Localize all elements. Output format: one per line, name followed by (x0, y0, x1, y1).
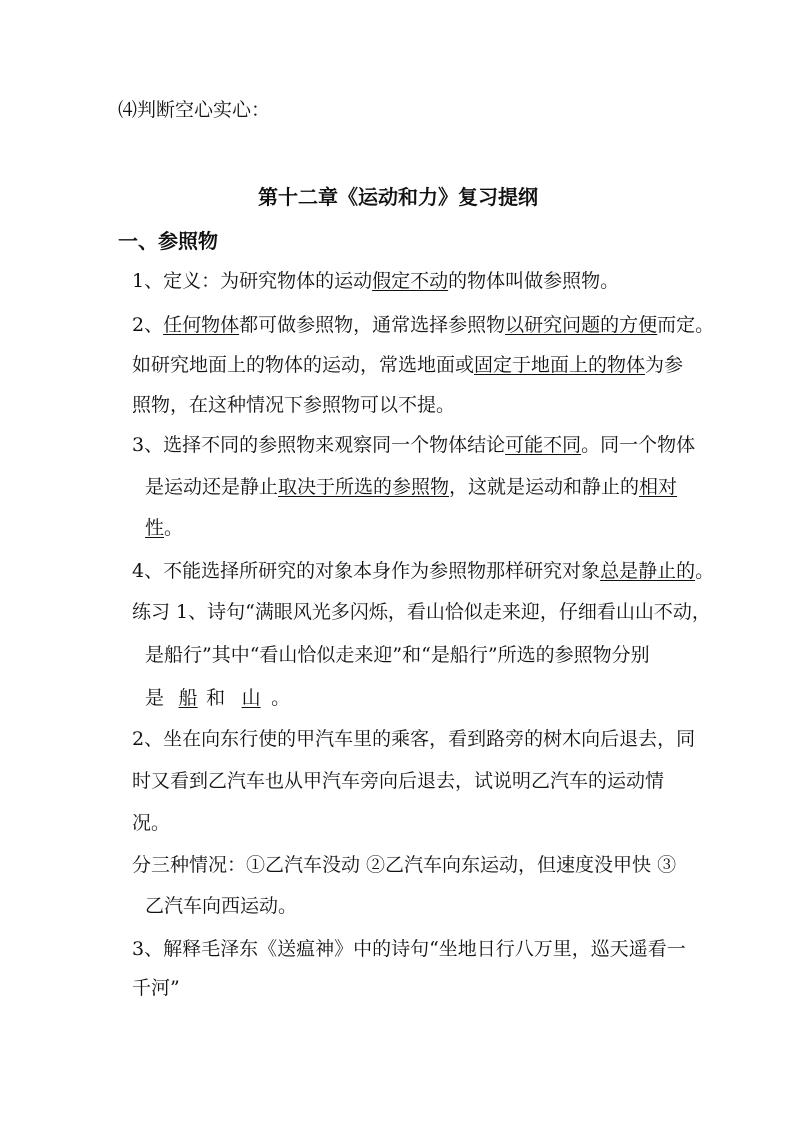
underlined-term: 相对 (639, 476, 678, 498)
text: 。 (695, 560, 715, 582)
underlined-term: 总是静止的 (600, 560, 696, 582)
text: 和 (206, 687, 226, 709)
answer-blank-1: 船 (178, 687, 198, 709)
text: ，这就是运动和静止的 (449, 476, 640, 498)
text: 1、定义：为研究物体的运动 (132, 270, 373, 292)
practice2-line3: 况。 (132, 812, 171, 834)
item4-line (132, 558, 714, 584)
practice2-line2: 时又看到乙汽车也从甲汽车旁向后退去，试说明乙汽车的运动情 (132, 770, 665, 792)
text: 都可做参照物，通常选择参照物 (239, 314, 506, 336)
section-heading-reference: 一、参照物 (118, 229, 218, 253)
text: 2、 (132, 314, 164, 336)
prev-item-4: ⑷判断空心实心： (118, 99, 271, 121)
underlined-term: 假定不动 (372, 270, 449, 292)
text: 。同一个物体 (581, 434, 696, 456)
practice3-line1: 3、解释毛泽东《送瘟神》中的诗句“坐地日行八万里，巡天遥看一 (132, 938, 686, 960)
item2-line1 (132, 312, 714, 338)
item2-line3: 照物，在这种情况下参照物可以不提。 (132, 394, 456, 416)
item2-line2 (132, 352, 683, 378)
text: 而定。 (657, 314, 715, 336)
item3-line3 (145, 515, 183, 541)
item3-line2 (145, 474, 677, 500)
text: 的物体叫做参照物。 (448, 270, 620, 292)
text: 如研究地面上的物体的运动，常选地面或 (132, 354, 475, 376)
underlined-term: 性 (145, 517, 165, 539)
text: 3、选择不同的参照物来观察同一个物体结论 (132, 434, 506, 456)
text: 4、不能选择所研究的对象本身作为参照物那样研究对象 (132, 560, 601, 582)
practice1-line1: 练习 1、诗句“满眼风光多闪烁，看山恰似走来迎，仔细看山山不动， (132, 601, 711, 623)
item3-line1 (132, 432, 695, 458)
answer-line1: 分三种情况：①乙汽车没动 ②乙汽车向东运动，但速度没甲快 ③ (132, 854, 677, 876)
practice2-line1: 2、坐在向东行使的甲汽车里的乘客，看到路旁的树木向后退去，同 (132, 728, 696, 750)
text: 为参 (645, 354, 684, 376)
answer-line2: 乙汽车向西运动。 (145, 895, 298, 917)
underlined-term: 取决于所选的参照物 (278, 476, 450, 498)
answer-blank-2: 山 (241, 687, 261, 709)
practice1-line3 (145, 685, 290, 711)
definition-line (132, 268, 619, 294)
underlined-term: 可能不同 (505, 434, 582, 456)
text: 是 (145, 687, 165, 709)
text: 是运动还是静止 (145, 476, 279, 498)
practice3-line2: 千河” (132, 977, 180, 999)
underlined-term: 固定于地面上的物体 (474, 354, 646, 376)
text: 。 (271, 687, 291, 709)
underlined-term: 以研究问题的方便 (505, 314, 658, 336)
text: 。 (164, 517, 184, 539)
practice1-line2: 是船行”其中“看山恰似走来迎”和“是船行”所选的参照物分别 (145, 644, 650, 666)
chapter-title: 第十二章《运动和力》复习提纲 (258, 185, 538, 209)
underlined-term: 任何物体 (163, 314, 240, 336)
